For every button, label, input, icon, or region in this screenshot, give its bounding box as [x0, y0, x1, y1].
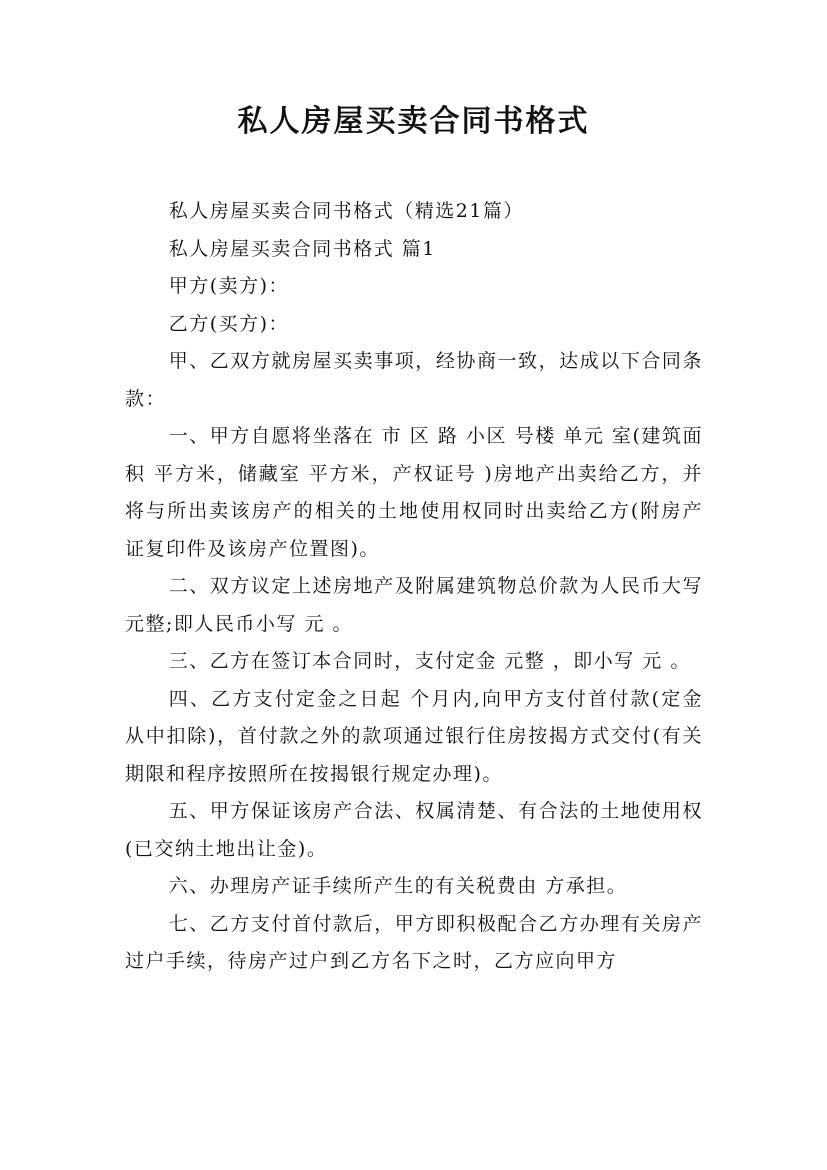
paragraph-clause-1: 一、甲方自愿将坐落在 市 区 路 小区 号楼 单元 室(建筑面积 平方米，储藏室 平方米，产权证号 )房地产出卖给乙方，并将与所出卖该房产的相关的土地使用权同时出卖给乙方(附房产证复印件及该房产位置图)。: [125, 425, 703, 560]
document-title: 私人房屋买卖合同书格式: [237, 104, 590, 139]
paragraph-clause-5: 五、甲方保证该房产合法、权属清楚、有合法的土地使用权(已交纳土地出让金)。: [125, 800, 703, 860]
paragraph-section-heading: 私人房屋买卖合同书格式 篇1: [168, 237, 436, 260]
paragraph-collection-title: 私人房屋买卖合同书格式（精选21篇）: [168, 200, 524, 222]
paragraph-preamble: 甲、乙双方就房屋买卖事项，经协商一致，达成以下合同条款：: [125, 350, 703, 410]
paragraph-clause-6: 六、办理房产证手续所产生的有关税费由 方承担。: [168, 875, 628, 897]
document-body: [125, 193, 711, 981]
paragraph-party-b: 乙方(买方)：: [168, 312, 290, 335]
paragraph-clause-7: 七、乙方支付首付款后，甲方即积极配合乙方办理有关房产过户手续，待房产过户到乙方名下之时，乙方应向甲方: [125, 912, 703, 972]
paragraph-clause-2: 二、双方议定上述房地产及附属建筑物总价款为人民币大写 元整;即人民币小写 元 。: [125, 575, 711, 635]
paragraph-party-a: 甲方(卖方)：: [168, 275, 290, 297]
paragraph-clause-4: 四、乙方支付定金之日起 个月内,向甲方支付首付款(定金从中扣除)，首付款之外的款项通过银行住房按揭方式交付(有关期限和程序按照所在按揭银行规定办理)。: [125, 687, 703, 785]
paragraph-clause-3: 三、乙方在签订本合同时，支付定金 元整 ，即小写 元 。: [168, 650, 691, 672]
